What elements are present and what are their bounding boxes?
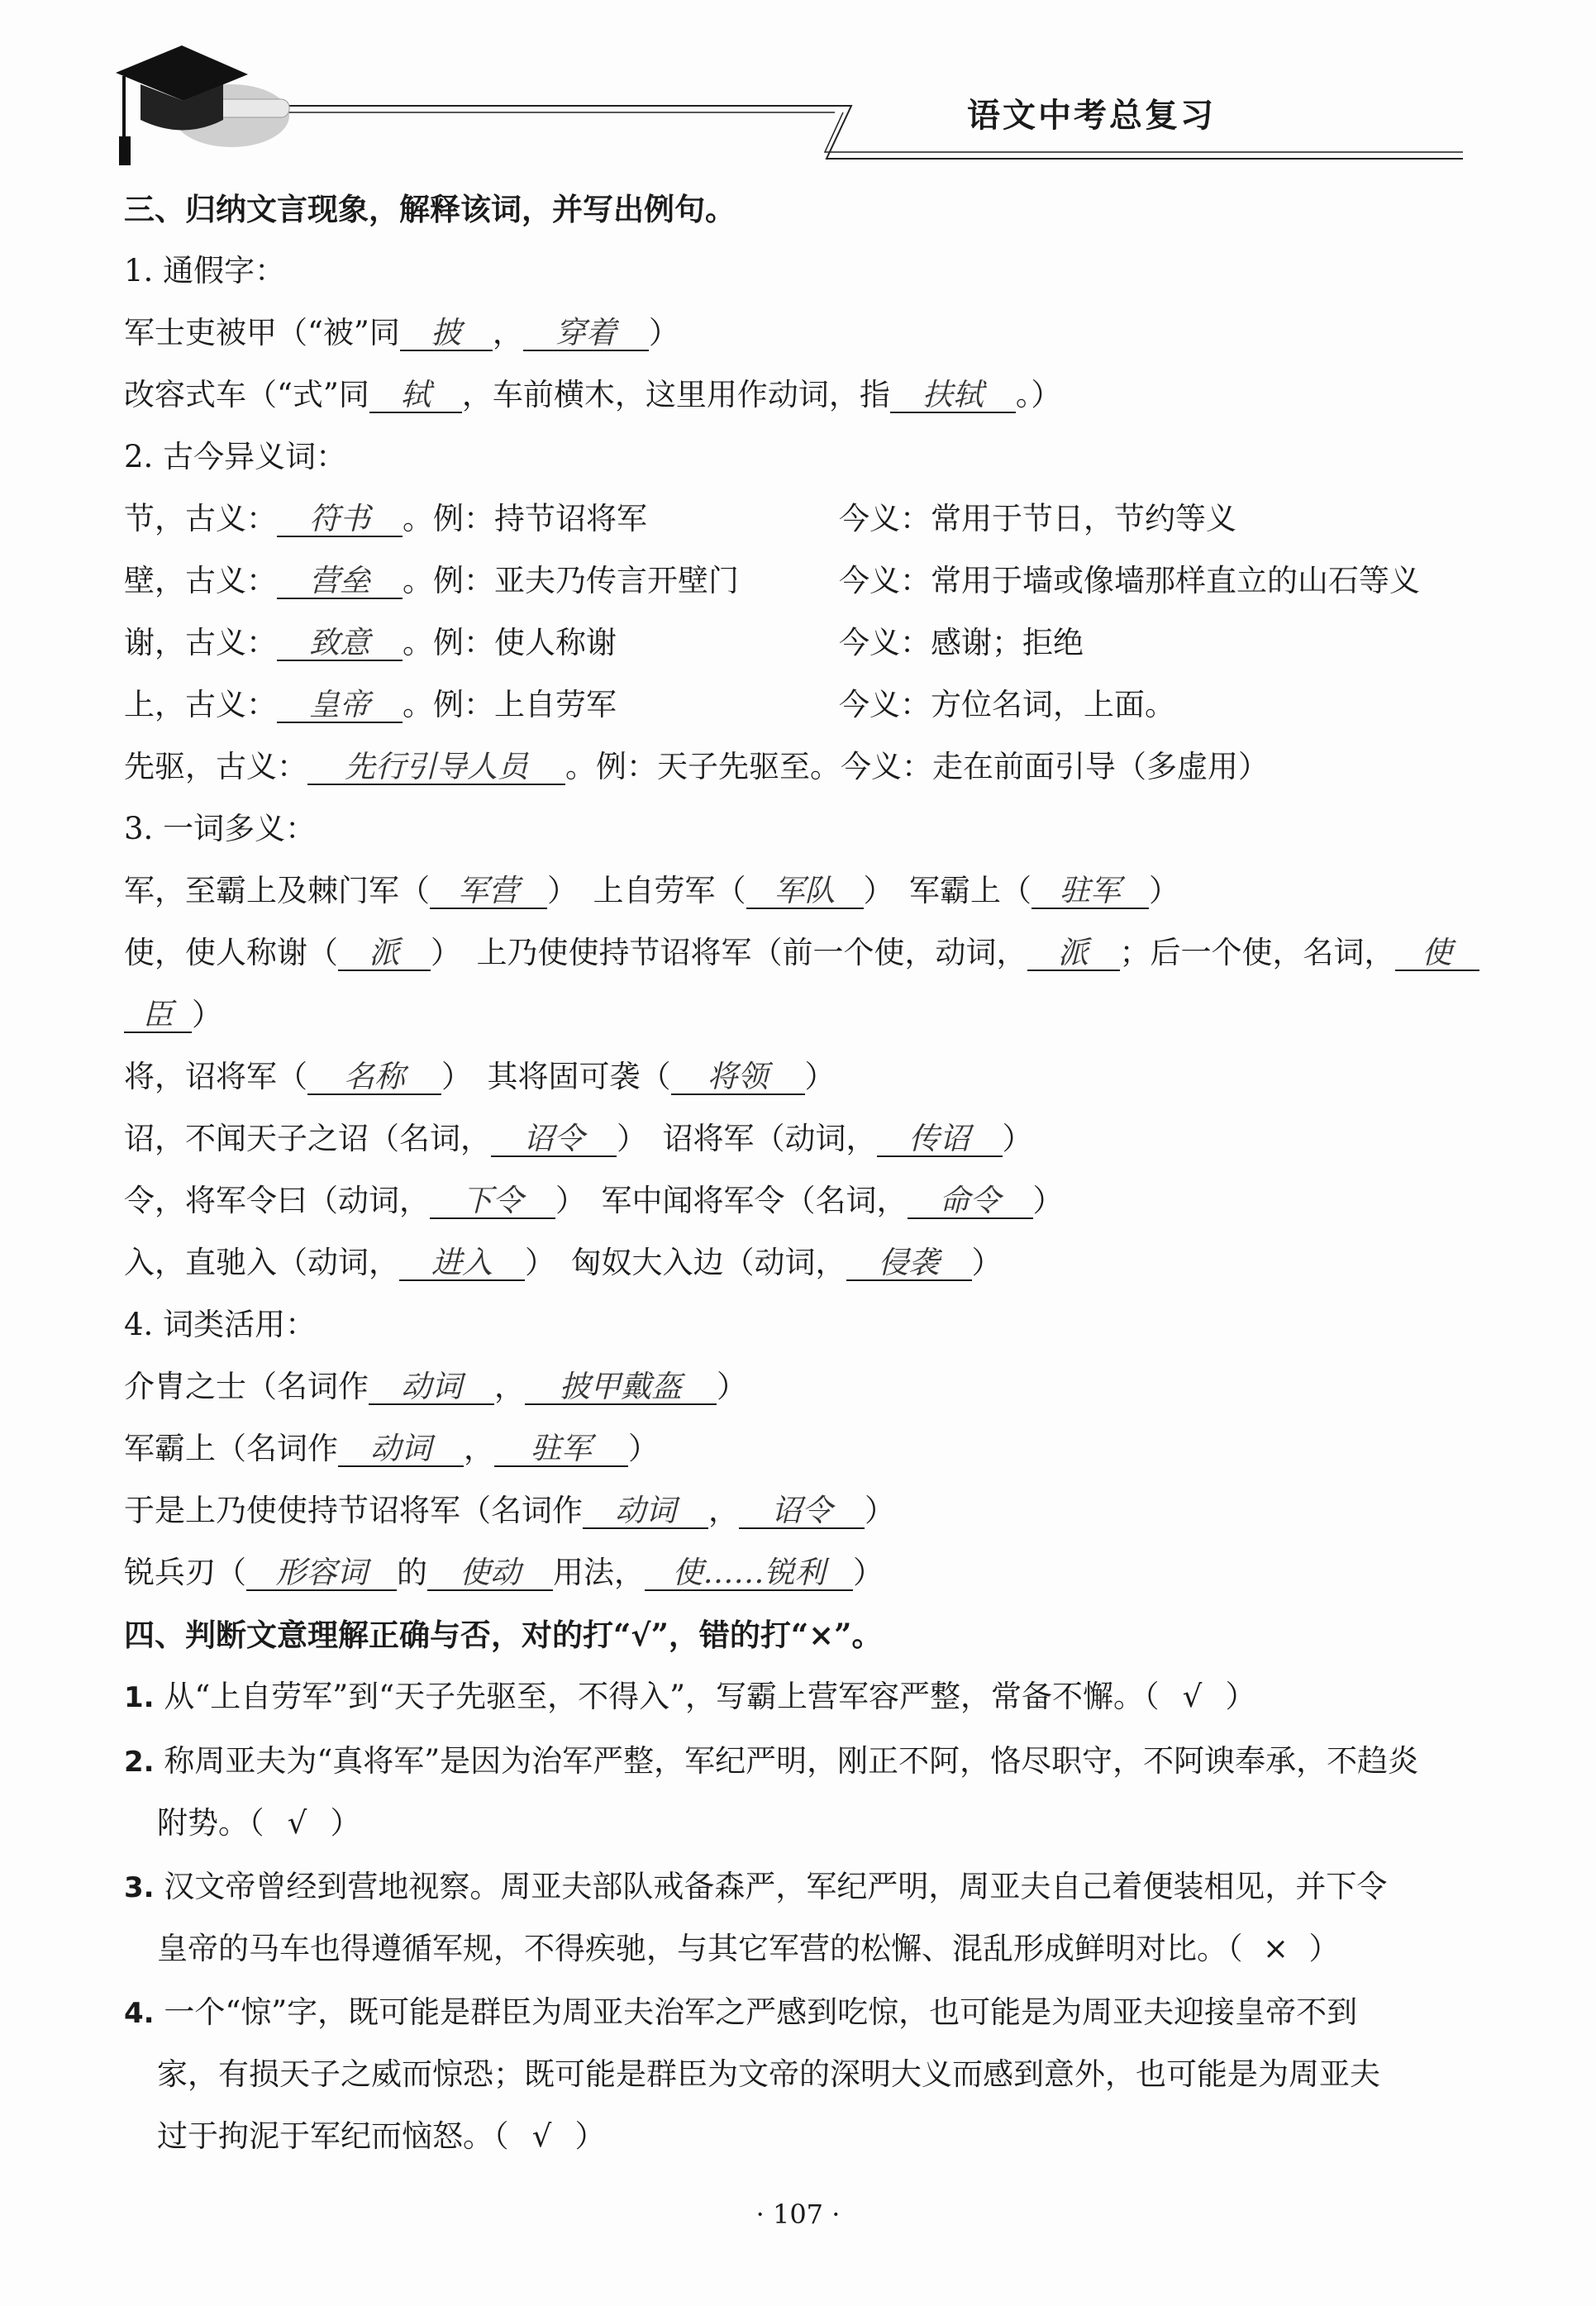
- answer-blank: 诏令: [491, 1122, 617, 1157]
- text: ，: [492, 315, 523, 350]
- duoyi-label: 3. 一词多义：: [124, 811, 317, 846]
- text: 。例：持节诏将军: [403, 501, 647, 536]
- text: 锐兵刃（: [124, 1555, 246, 1590]
- text: ） 上乃使使持节诏将军（前一个使，动词，: [431, 935, 1027, 970]
- text: ）: [865, 1493, 895, 1528]
- header-title: 语文中考总复习: [967, 96, 1216, 135]
- duoyi-ru: [124, 1244, 1003, 1282]
- text: ） 诏将军（动词，: [617, 1121, 877, 1156]
- gujin-row: [124, 686, 617, 724]
- answer-blank: 传诏: [877, 1122, 1003, 1157]
- text: 汉文帝曾经到营地视察。周亚夫部队戒备森严，军纪严明，周亚夫自己着便装相见，并下令: [164, 1869, 1388, 1904]
- text: ，: [708, 1493, 739, 1528]
- text: ）: [192, 997, 222, 1032]
- duoyi-jiang: [124, 1058, 836, 1096]
- judge-item-2-cont: [157, 1804, 361, 1842]
- text: 附势。（: [157, 1805, 264, 1841]
- answer-blank: 驻军: [1031, 874, 1149, 909]
- text: 皇帝的马车也得遵循军规，不得疾驰，与其它军营的松懈、混乱形成鲜明对比。（: [157, 1931, 1243, 1966]
- gujin-modern-meaning: 今义：常用于墙或像墙那样直立的山石等义: [839, 563, 1420, 598]
- text: ）: [1032, 1183, 1064, 1218]
- text: ）: [717, 1369, 747, 1404]
- judge-item-1: [124, 1678, 1256, 1717]
- page-header: [107, 33, 1479, 174]
- answer-blank: 派: [338, 936, 431, 971]
- gujin-row: [124, 748, 1269, 786]
- item-number: 3.: [124, 1871, 155, 1904]
- duoyi-shi: [124, 934, 1479, 972]
- answer-blank: 轼: [369, 379, 462, 413]
- text: 。例：上自劳军: [403, 687, 617, 722]
- answer-blank: 使……锐利: [645, 1556, 853, 1591]
- text: 。例：天子先驱至。今义：走在前面引导（多虚用）: [565, 749, 1269, 784]
- answer-blank: 扶轼: [890, 379, 1016, 413]
- text: 上，古义：: [124, 687, 277, 722]
- huoyong-row: [124, 1554, 884, 1592]
- header-rule-lines: [107, 33, 1479, 174]
- text: ） 军中闻将军令（名词，: [555, 1183, 908, 1218]
- page-number: · 107 ·: [755, 2199, 841, 2230]
- answer-blank: 使: [1395, 936, 1479, 971]
- tongjia-row-1: [124, 314, 679, 352]
- answer-blank: 驻军: [494, 1432, 628, 1467]
- gujin-modern-meaning: 今义：方位名词，上面。: [839, 687, 1175, 722]
- text: ）: [1225, 1679, 1256, 1714]
- tongjia-label-text: 1. 通假字：: [124, 253, 286, 288]
- huoyong-row: [124, 1430, 659, 1468]
- answer-blank: 动词: [369, 1370, 494, 1405]
- item-number: 1.: [124, 1681, 155, 1714]
- text: 军士吏被甲（“被”同: [124, 315, 400, 350]
- text: 先驱，古义：: [124, 749, 307, 784]
- answer-blank: 侵袭: [846, 1246, 972, 1281]
- text: 的: [397, 1555, 427, 1590]
- answer-blank: 皇帝: [277, 688, 403, 723]
- answer-blank: 披甲戴盔: [525, 1370, 717, 1405]
- answer-blank: 下令: [430, 1184, 555, 1219]
- text: 过于拘泥于军纪而恼怒。（: [157, 2118, 509, 2154]
- answer-blank: 先行引导人员: [307, 750, 565, 785]
- text: ）: [853, 1555, 884, 1590]
- text: ；后一个使，名词，: [1119, 935, 1395, 970]
- gujin-label: 2. 古今异义词：: [124, 439, 347, 474]
- answer-mark: √: [1182, 1679, 1203, 1714]
- judge-item-3: [124, 1868, 1387, 1907]
- duoyi-ling: [124, 1182, 1064, 1220]
- text: ）: [330, 1805, 361, 1841]
- tongjia-row-2: [124, 376, 1061, 414]
- judge-item-4-cont: [157, 2118, 606, 2156]
- text: ，: [494, 1369, 525, 1404]
- text: ） 其将固可袭（: [441, 1059, 671, 1094]
- text: ）: [804, 1059, 836, 1094]
- gujin-modern-meaning: 今义：常用于节日，节约等义: [839, 501, 1236, 536]
- answer-blank: 营垒: [277, 565, 403, 599]
- answer-blank: 致意: [277, 627, 403, 661]
- answer-mark: ×: [1262, 1931, 1289, 1966]
- answer-blank: 名称: [307, 1060, 441, 1095]
- answer-blank: 动词: [338, 1432, 464, 1467]
- text: 令，将军令曰（动词，: [124, 1183, 430, 1218]
- judge-item-4: [124, 1994, 1357, 2032]
- answer-blank: 符书: [277, 503, 403, 537]
- answer-blank: 使动: [427, 1556, 553, 1591]
- text: ）: [1002, 1121, 1033, 1156]
- huoyong-row: [124, 1368, 747, 1406]
- answer-blank: 军队: [746, 874, 864, 909]
- text: 介胄之士（名词作: [124, 1369, 369, 1404]
- text: 用法，: [553, 1555, 645, 1590]
- text: 一个“惊”字，既可能是群臣为周亚夫治军之严感到吃惊，也可能是为周亚夫迎接皇帝不到: [164, 1994, 1358, 2030]
- text: 。例：亚夫乃传言开壁门: [403, 563, 739, 598]
- section3-title: 三、归纳文言现象，解释该词，并写出例句。: [124, 191, 736, 227]
- judge-item-2: [124, 1742, 1418, 1781]
- text: ）: [574, 2118, 606, 2154]
- text: 谢，古义：: [124, 625, 277, 660]
- answer-blank: 诏令: [739, 1494, 865, 1529]
- text: 壁，古义：: [124, 563, 277, 598]
- answer-blank: 动词: [583, 1494, 708, 1529]
- text: 将，诏将军（: [124, 1059, 307, 1094]
- huoyong-row: [124, 1492, 895, 1530]
- gujin-row: [124, 624, 617, 662]
- text: ，: [464, 1431, 494, 1466]
- text: 称周亚夫为“真将军”是因为治军严整，军纪严明，刚正不阿，恪尽职守，不阿谀奉承，不趋炎: [164, 1743, 1419, 1779]
- huoyong-label: 4. 词类活用：: [124, 1307, 317, 1342]
- answer-blank: 派: [1027, 936, 1120, 971]
- text: ） 上自劳军（: [547, 873, 746, 908]
- answer-blank: 穿着: [523, 317, 649, 351]
- text: ）: [1308, 1931, 1340, 1966]
- judge-item-3-cont: [157, 1930, 1340, 1968]
- text: 军霸上（名词作: [124, 1431, 338, 1466]
- text: ，车前横木，这里用作动词，指: [461, 377, 890, 412]
- text: 诏，不闻天子之诏（名词，: [124, 1121, 491, 1156]
- answer-blank: 军营: [430, 874, 547, 909]
- answer-blank: 披: [400, 317, 493, 351]
- text: ） 军霸上（: [863, 873, 1031, 908]
- tongjia-label: [124, 252, 285, 290]
- text: 节，古义：: [124, 501, 277, 536]
- text: 使，使人称谢（: [124, 935, 338, 970]
- gujin-modern-meaning: 今义：感谢；拒绝: [839, 625, 1084, 660]
- item-number: 4.: [124, 1997, 155, 2030]
- text: 。例：使人称谢: [403, 625, 617, 660]
- duoyi-zhao: [124, 1120, 1033, 1158]
- answer-blank: 臣: [124, 998, 192, 1033]
- graduation-cap-icon: [107, 41, 298, 174]
- answer-blank: 进入: [399, 1246, 525, 1281]
- text: 军，至霸上及棘门军（: [124, 873, 430, 908]
- text: ）: [648, 315, 679, 350]
- item-number: 2.: [124, 1746, 155, 1779]
- answer-mark: √: [287, 1805, 307, 1841]
- text: 从“上自劳军”到“天子先驱至，不得入”，写霸上营军容严整，常备不懈。（: [164, 1679, 1160, 1714]
- gujin-row: [124, 500, 647, 538]
- section4-title: 四、判断文意理解正确与否，对的打“√”，错的打“×”。: [124, 1617, 883, 1653]
- text: ）: [971, 1245, 1003, 1280]
- text: 改容式车（“式”同: [124, 377, 369, 412]
- text: 于是上乃使使持节诏将军（名词作: [124, 1493, 583, 1528]
- duoyi-jun: [124, 872, 1179, 910]
- text: ） 匈奴大入边（动词，: [525, 1245, 846, 1280]
- text: ）: [1149, 873, 1179, 908]
- duoyi-shi-cont: [124, 996, 222, 1034]
- judge-item-4-cont: 家，有损天子之威而惊恐；既可能是群臣为文帝的深明大义而感到意外，也可能是为周亚夫: [157, 2056, 1380, 2092]
- text: 入，直驰入（动词，: [124, 1245, 399, 1280]
- gujin-row: [124, 562, 739, 600]
- answer-blank: 形容词: [246, 1556, 397, 1591]
- answer-blank: 命令: [908, 1184, 1033, 1219]
- answer-mark: √: [531, 2118, 552, 2154]
- text: 。）: [1015, 377, 1062, 412]
- text: ）: [628, 1431, 659, 1466]
- answer-blank: 将领: [671, 1060, 805, 1095]
